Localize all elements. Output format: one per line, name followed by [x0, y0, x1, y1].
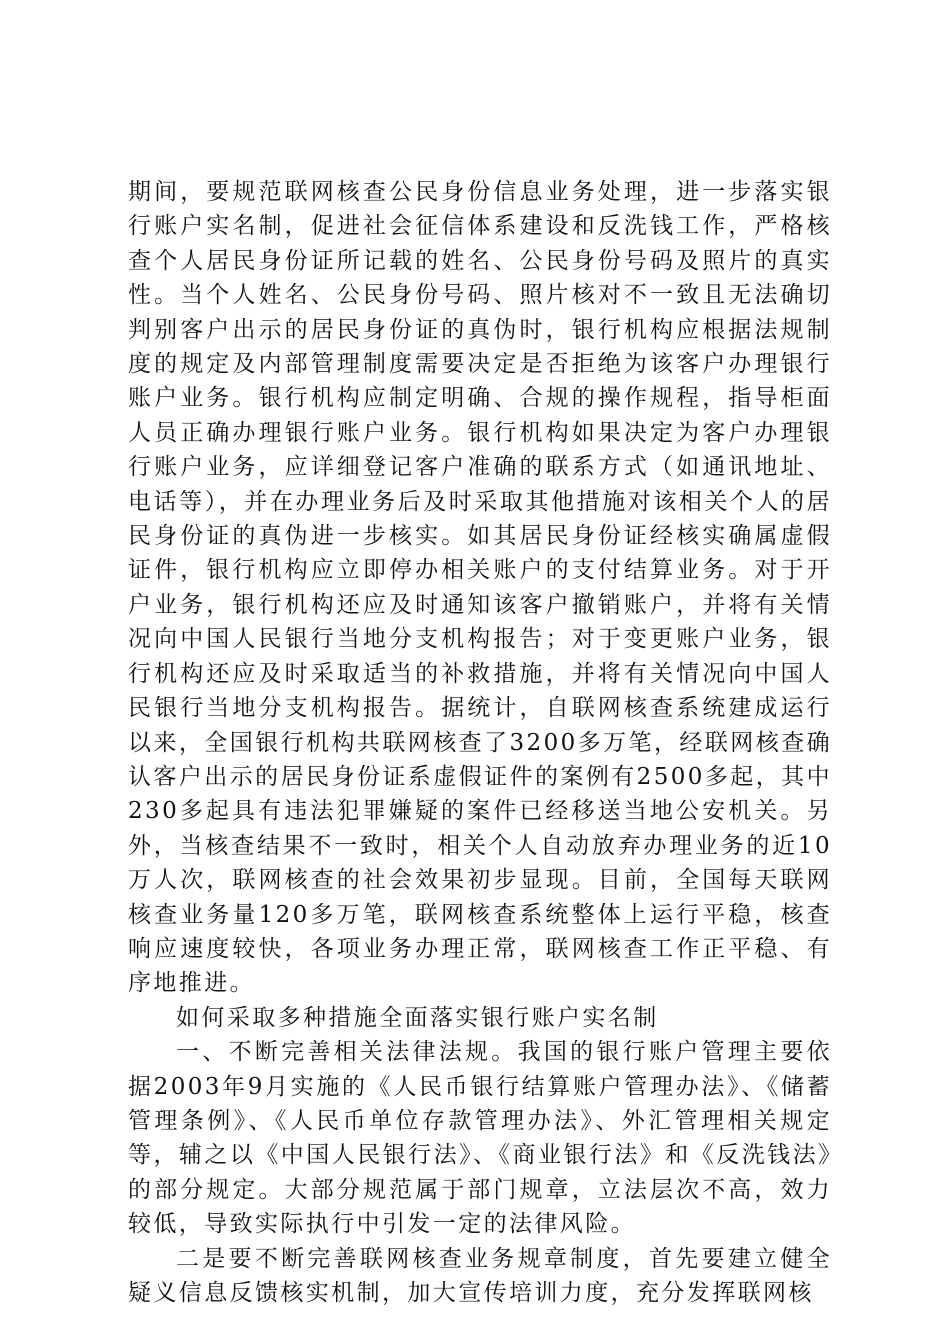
paragraph-laws: 一、不断完善相关法律法规。我国的银行账户管理主要依据2003年9月实施的《人民币银行结算账户管理办法》、《储蓄管理条例》、《人民币单位存款管理办法》、外汇管理相关规定等，辅之以《中国人民银行法》、《商业银行法》和《反洗钱法》的部分规定。大部分规范属于部门规章，立法层次不高，效力较低，导致实际执行中引发一定的法律风险。: [128, 1039, 832, 1238]
section-heading: 如何采取多种措施全面落实银行账户实名制: [176, 1004, 659, 1031]
paragraph-continuation: 期间，要规范联网核查公民身份信息业务处理，进一步落实银行账户实名制，促进社会征信体系建设和反洗钱工作，严格核查个人居民身份证所记载的姓名、公民身份号码及照片的真实性。当个人姓名、公民身份号码、照片核对不一致且无法确切判别客户出示的居民身份证的真伪时，银行机构应根据法规制度的规定及内部管理制度需要决定是否拒绝为该客户办理银行账户业务。银行机构应制定明确、合规的操作规程，指导柜面人员正确办理银行账户业务。银行机构如果决定为客户办理银行账户业务，应详细登记客户准确的联系方式（如通讯地址、电话等），并在办理业务后及时采取其他措施对该相关个人的居民身份证的真伪进一步核实。如其居民身份证经核实确属虚假证件，银行机构应立即停办相关账户的支付结算业务。对于开户业务，银行机构还应及时通知该客户撤销账户，并将有关情况向中国人民银行当地分支机构报告；对于变更账户业务，银行机构还应及时采取适当的补救措施，并将有关情况向中国人民银行当地分支机构报告。据统计，自联网核查系统建成运行以来，全国银行机构共联网核查了3200多万笔，经联网核查确认客户出示的居民身份证系虚假证件的案例有2500多起，其中230多起具有违法犯罪嫌疑的案件已经移送当地公安机关。另外，当核查结果不一致时，相关个人自动放弃办理业务的近10万人次，联网核查的社会效果初步显现。目前，全国每天联网核查业务量120多万笔，联网核查系统整体上运行平稳，核查响应速度较快，各项业务办理正常，联网核查工作正平稳、有序地推进。: [128, 179, 832, 997]
paragraph-rules: 二是要不断完善联网核查业务规章制度，首先要建立健全疑义信息反馈核实机制，加大宣传培训力度，充分发挥联网核: [128, 1245, 832, 1306]
document-body: [128, 175, 832, 1310]
